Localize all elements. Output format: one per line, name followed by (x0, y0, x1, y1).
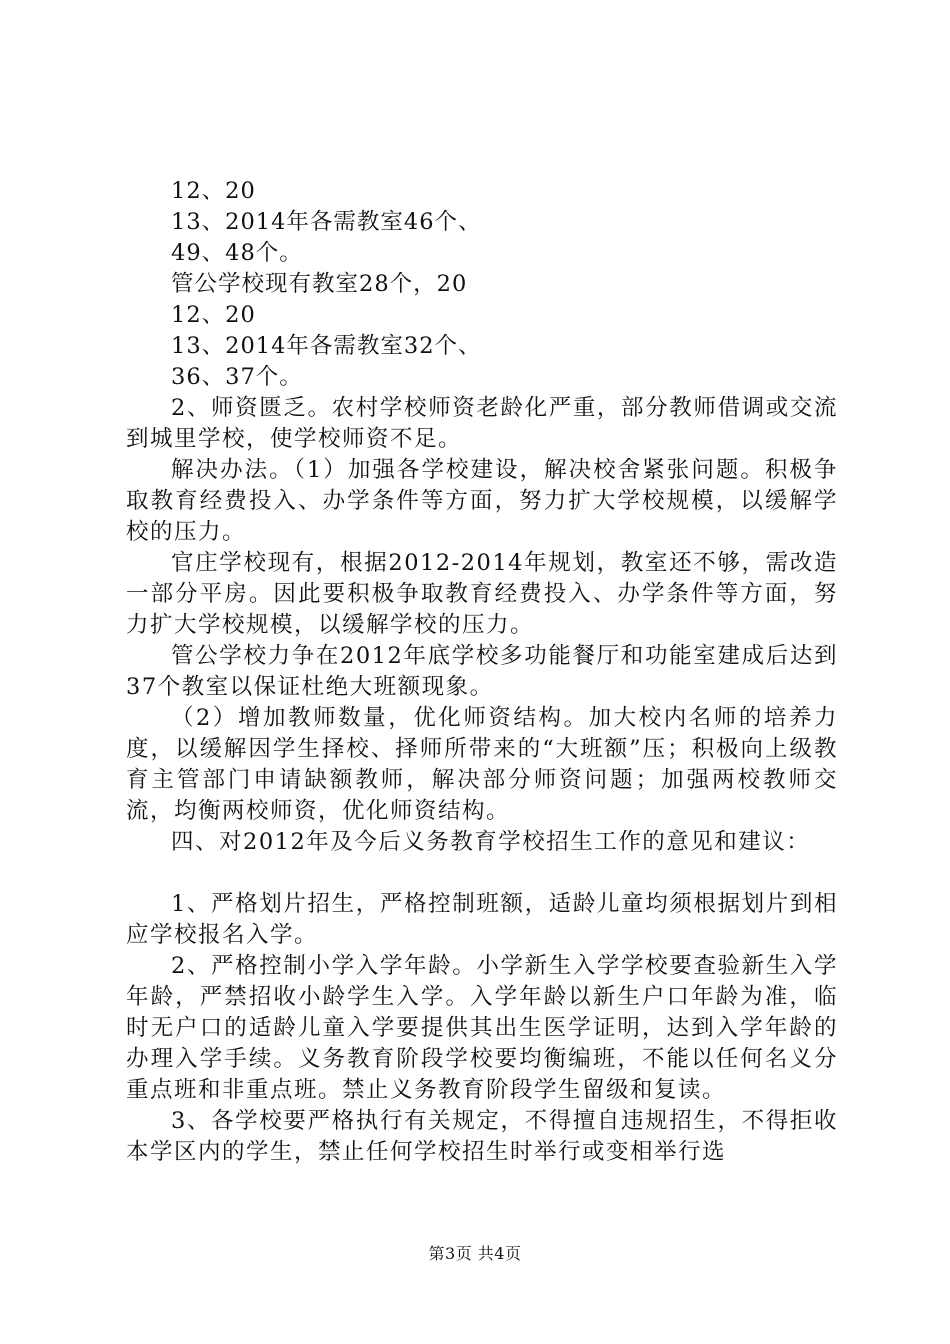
paragraph-8: 2、师资匮乏。农村学校师资老龄化严重，部分教师借调或交流到城里学校，使学校师资不足。 (126, 395, 838, 452)
paragraph-14: 1、严格划片招生，严格控制班额，适龄儿童均须根据划片到相应学校报名入学。 (126, 891, 838, 948)
paragraph-16: 3、各学校要严格执行有关规定，不得擅自违规招生，不得拒收本学区内的学生，禁止任何学校招生时举行或变相举行选 (126, 1108, 838, 1165)
page-footer: 第3页 共4页 (428, 1244, 522, 1263)
paragraph-2: 13、2014年各需教室46个、 (171, 209, 482, 235)
paragraph-3: 49、48个。 (171, 240, 303, 266)
paragraph-12: （2）增加教师数量，优化师资结构。加大校内名师的培养力度，以缓解因学生择校、择师所带来的“大班额”压；积极向上级教育主管部门申请缺额教师，解决部分师资问题；加强两校教师交流，均衡两校师资，优化师资结构。 (126, 705, 838, 824)
blank-line (126, 858, 838, 889)
paragraph-9: 解决办法。（1）加强各学校建设，解决校舍紧张问题。积极争取教育经费投入、办学条件等方面，努力扩大学校规模，以缓解学校的压力。 (126, 457, 838, 545)
paragraph-11: 管公学校力争在2012年底学校多功能餐厅和功能室建成后达到37个教室以保证杜绝大班额现象。 (126, 643, 838, 700)
paragraph-13: 四、对2012年及今后义务教育学校招生工作的意见和建议： (171, 829, 811, 855)
paragraph-6: 13、2014年各需教室32个、 (171, 333, 482, 359)
document-body (126, 176, 838, 1168)
paragraph-1: 12、20 (171, 178, 256, 204)
paragraph-10: 官庄学校现有，根据2012-2014年规划，教室还不够，需改造一部分平房。因此要积极争取教育经费投入、办学条件等方面，努力扩大学校规模，以缓解学校的压力。 (126, 550, 838, 638)
paragraph-4: 管公学校现有教室28个，20 (171, 271, 468, 297)
paragraph-5: 12、20 (171, 302, 256, 328)
paragraph-15: 2、严格控制小学入学年龄。小学新生入学学校要查验新生入学年龄，严禁招收小龄学生入学。入学年龄以新生户口年龄为准，临时无户口的适龄儿童入学要提供其出生医学证明，达到入学年龄的办理入学手续。义务教育阶段学校要均衡编班，不能以任何名义分重点班和非重点班。禁止义务教育阶段学生留级和复读。 (126, 953, 838, 1103)
paragraph-7: 36、37个。 (171, 364, 303, 390)
